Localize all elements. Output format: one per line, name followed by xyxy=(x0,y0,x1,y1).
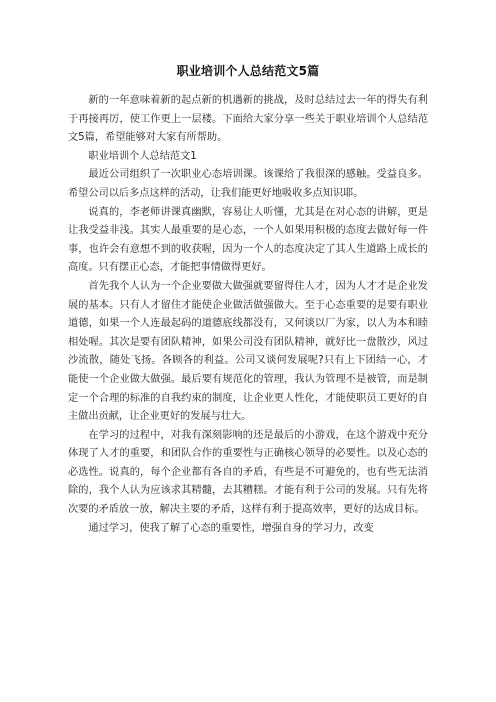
body-paragraph-4: 在学习的过程中，对我有深刻影响的还是最后的小游戏，在这个游戏中充分体现了人才的重要，和团队合作的重要性与正确核心领导的必要性。以及心态的必选性。说真的，每个企业都有各自的矛盾，有些是不可避免的，也有些无法消除的，我个人认为应该求其精髓，去其糟糕。才能有利于公司的发展。只有先将次要的矛盾放一放，解决主要的矛盾，这样有利于提高效率，更好的达成目标。 xyxy=(68,429,428,516)
document-title: 职业培训个人总结范文5篇 xyxy=(176,64,320,78)
body-paragraph-2: 说真的，李老师讲课真幽默，容易让人听懂，尤其是在对心态的讲解，更是让我受益非浅。其实人最重要的是心态，一个人如果用积极的态度去做好每一件事，也许会有意想不到的收获喔，因为一个人的态度决定了其人生道路上成长的高度。只有摆正心态，才能把事情做得更好。 xyxy=(68,206,428,274)
intro-paragraph: 新的一年意味着新的起点新的机遇新的挑战，及时总结过去一年的得失有利于再接再厉，使工作更上一层楼。下面给大家分享一些关于职业培训个人总结范文5篇，希望能够对大家有所帮助。 xyxy=(68,95,428,144)
body-paragraph-3: 首先我个人认为一个企业要做大做强就要留得住人才，因为人才才是企业发展的基本。只有人才留住才能使企业做活做强做大。至于心态重要的是要有职业道德，如果一个人连最起码的道德底线都没有，又何谈以厂为家，以人为本和睦相处喔。其次是要有团队精神，如果公司没有团队精神，就好比一盘散沙，风过沙流散，随处飞扬。各顾各的利益。公司又谈何发展呢?只有上下团结一心，才能使一个企业做大做强。最后要有规范化的管理，我认为管理不是被管，而是制定一个合理的标准的自我约束的制度，让企业更人性化，才能使职员工更好的自主做出贡献，让企业更好的发展与壮大。 xyxy=(68,280,428,423)
body-paragraph-1: 最近公司组织了一次职业心态培训课。该课给了我很深的感触。受益良多。希望公司以后多点这样的活动，让我们能更好地吸收多点知识耶。 xyxy=(68,169,428,199)
body-paragraph-5: 通过学习，使我了解了心态的重要性，增强自身的学习力，改变 xyxy=(88,522,374,534)
section-heading: 职业培训个人总结范文1 xyxy=(88,150,197,162)
